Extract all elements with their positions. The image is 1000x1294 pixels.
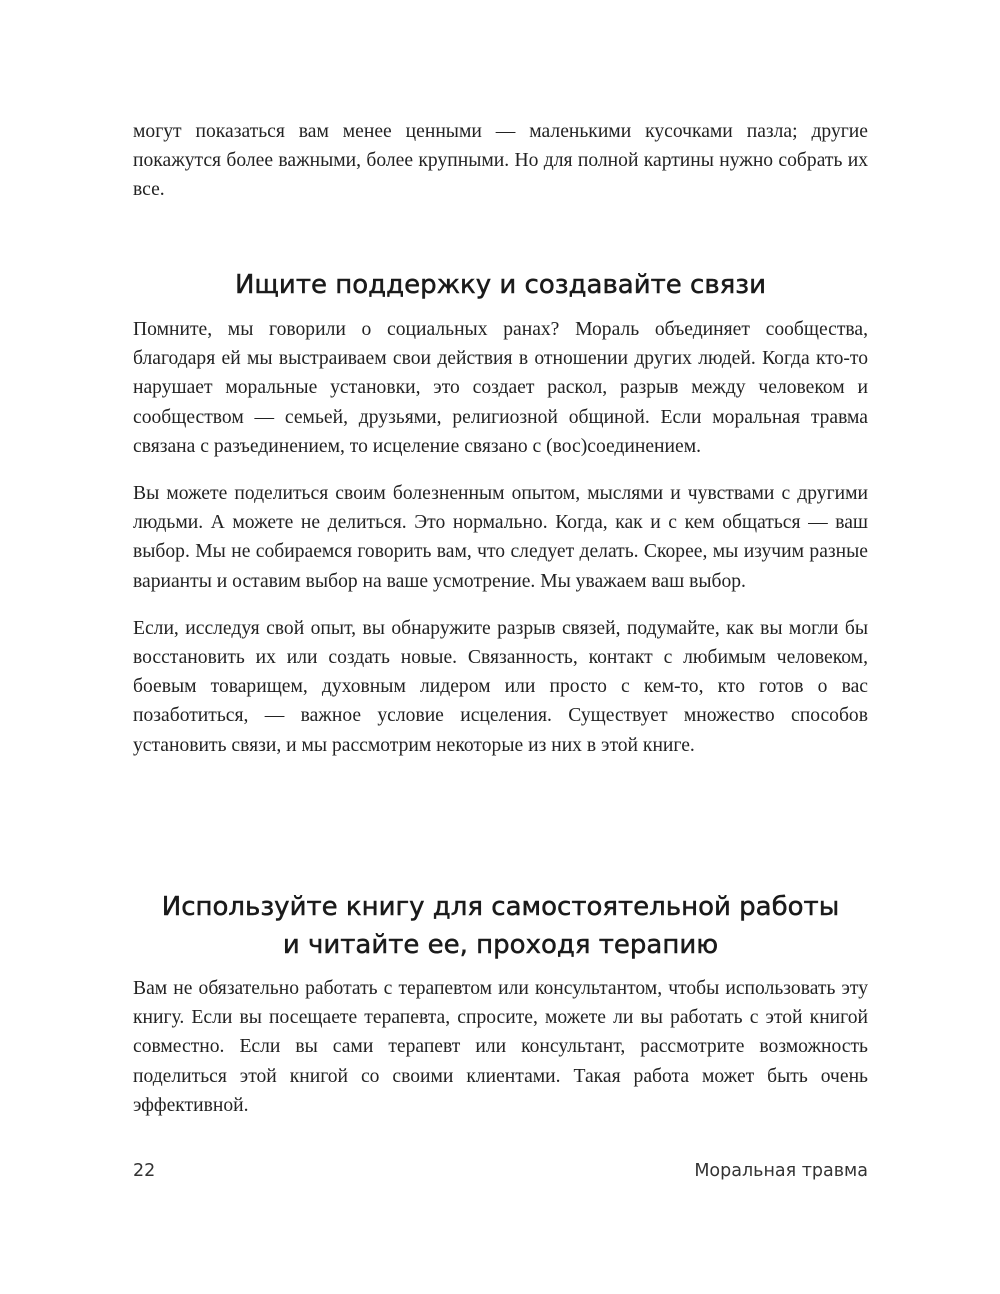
section-heading — [133, 888, 868, 964]
heading-line: Используйте книгу для самостоятельной работы — [161, 892, 840, 922]
section-support-connections — [133, 266, 868, 760]
running-title: Моральная травма — [694, 1161, 868, 1181]
book-page — [133, 0, 868, 1294]
paragraph: Если, исследуя свой опыт, вы обнаружите разрыв связей, подумайте, как вы могли бы восстановить их или создать новые. Связанность, контакт с любимым человеком, боевым товарищем, духовным лидером или просто с кем-то, кто готов о вас позаботиться, — важное условие исцеления. Существует множество способов установить связи, и мы рассмотрим некоторые из них в этой книге. — [133, 617, 868, 756]
section-heading: Ищите поддержку и создавайте связи — [234, 270, 767, 300]
paragraph: Вы можете поделиться своим болезненным опытом, мыслями и чувствами с другими людьми. А можете не делиться. Это нормально. Когда, как и с кем общаться — ваш выбор. Мы не собираемся говорить вам, что следует делать. Скорее, мы изучим разные варианты и оставим выбор на ваше усмотрение. Мы уважаем ваш выбор. — [133, 483, 868, 592]
page-footer — [133, 1161, 868, 1181]
paragraph: Вам не обязательно работать с терапевтом или консультантом, чтобы использовать эту книгу. Если вы посещаете терапевта, спросите, можете ли вы работать с этой книгой совместно. Если вы сами терапевт или консультант, рассмотрите возможность поделиться этой книгой со своими клиентами. Такая работа может быть очень эффективной. — [133, 978, 868, 1116]
paragraph: Помните, мы говорили о социальных ранах? Мораль объединяет сообщества, благодаря ей мы выстраиваем свои действия в отношении других людей. Когда кто-то нарушает моральные установки, это создает раскол, разрыв между человеком и сообществом — семьей, друзьями, религиозной общиной. Если моральная травма связана с разъединением, то исцеление связано с (вос)соединением. — [133, 319, 868, 457]
section-self-work-therapy — [133, 888, 868, 1120]
continuation-paragraph: могут показаться вам менее ценными — маленькими кусочками пазла; другие покажутся более важными, более крупными. Но для полной картины нужно собрать их все. — [133, 121, 868, 201]
page-number: 22 — [133, 1161, 156, 1181]
heading-line: и читайте ее, проходя терапию — [282, 930, 719, 960]
